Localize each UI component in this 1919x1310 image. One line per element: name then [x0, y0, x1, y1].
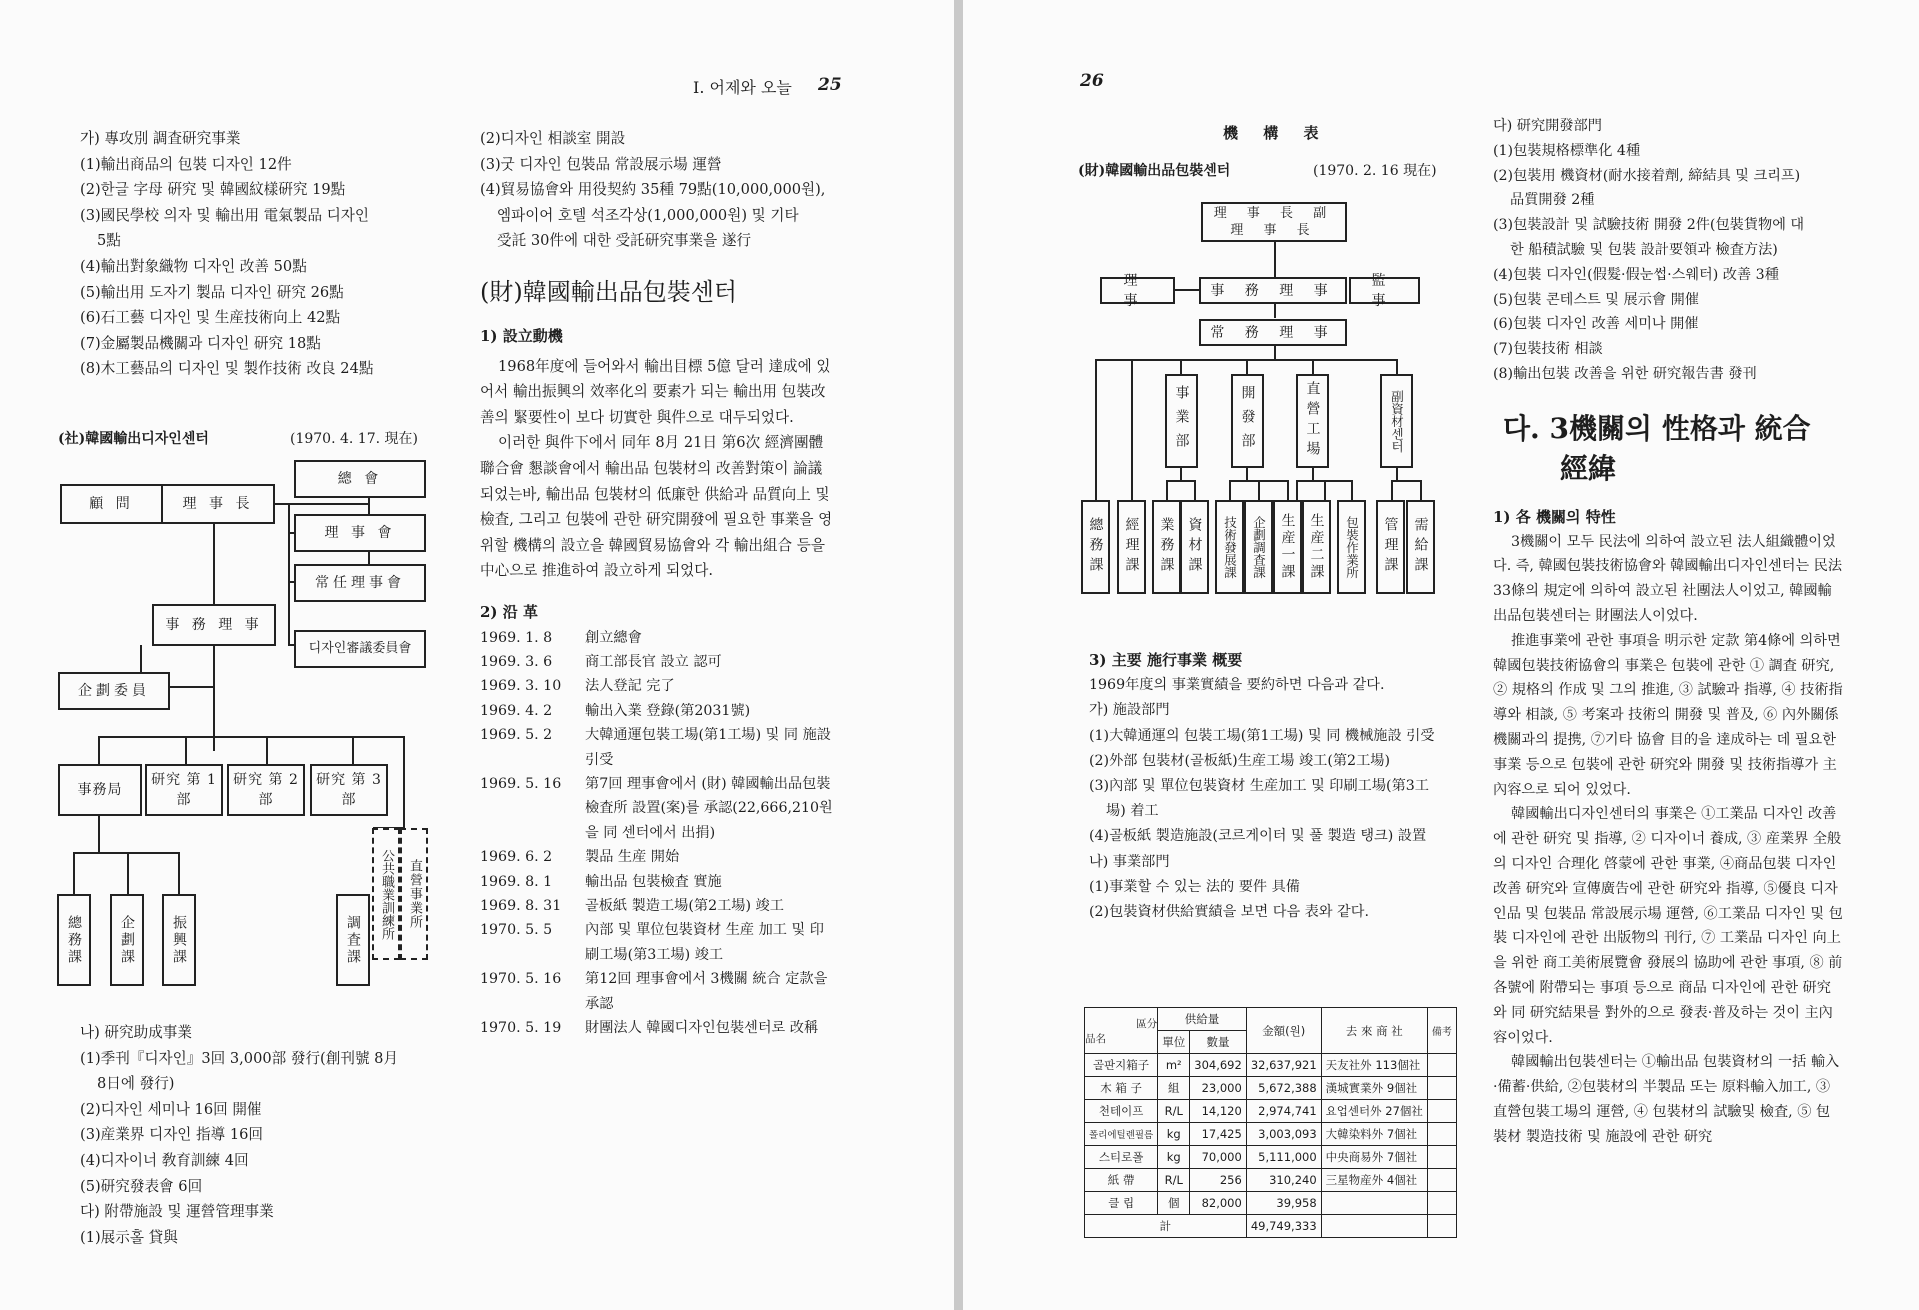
- table-row: 木 箱 子 組 23,000 5,672,388 漢城實業外 9個社: [1085, 1077, 1457, 1100]
- unit-box: 包裝作業所: [1337, 500, 1366, 594]
- list-item: 8日에 發行): [97, 1075, 175, 1093]
- box-research-3: 研究 第 3 部: [310, 764, 388, 816]
- chronology-row: 1969. 8. 1 輸出品 包裝檢査 實施: [480, 873, 722, 890]
- chronology-row: 1969. 3. 6 商工部長官 設立 認可: [480, 653, 722, 670]
- chronology-row: 1969. 5. 16 第7回 理事會에서 (財) 韓國輸出品包裝檢査所 設置(案)를 承認(22,666,210원을 同 센터에서 出捐): [480, 775, 833, 841]
- list-item: (1)輸出商品의 包裝 디자인 12件: [80, 155, 292, 173]
- chronology-row: 1970. 5. 16 第12回 理事會에서 3機關 統合 定款을 承認: [480, 971, 828, 1012]
- subsection-heading: 3) 主要 施行事業 概要: [1089, 651, 1243, 669]
- chronology-row: 1969. 3. 10 法人登記 完了: [480, 678, 675, 695]
- paragraph: 1969年度의 事業實績을 要約하면 다음과 같다.: [1089, 677, 1385, 694]
- heading-ga: 가) 施設部門: [1089, 702, 1170, 719]
- box-vocational-training: 公共職業訓練所: [372, 828, 400, 960]
- box-promotion-div: 振興課: [162, 894, 196, 986]
- table-row: 스티로폴 kg 70,000 5,111,000 中央商易外 7個社: [1085, 1146, 1457, 1169]
- list-item: 5點: [97, 232, 121, 250]
- list-item: (5)輸出用 도자기 製品 디자인 研究 26點: [80, 283, 344, 301]
- subsection-heading: 1) 各 機關의 特性: [1493, 507, 1616, 526]
- unit-box: 管理課: [1376, 500, 1405, 594]
- unit-box: 生産二課: [1302, 500, 1331, 594]
- list-item: (4)輸出對象織物 디자인 改善 50點: [80, 257, 307, 275]
- box-standing-director: 常 務 理 事: [1199, 319, 1347, 346]
- list-item: (3)包裝設計 및 試驗技術 開發 2件(包裝貨物에 대: [1493, 217, 1805, 234]
- table-header-row: [1085, 1008, 1457, 1031]
- section-title: 다. 3機關의 性格과 統合 經緯: [1503, 411, 1811, 485]
- list-item: (3)産業界 디자인 指導 16回: [80, 1126, 264, 1144]
- unit-box: 業務課: [1152, 500, 1181, 594]
- heading-da: 다) 附帶施設 및 運營管理事業: [80, 1203, 274, 1221]
- chronology-row: 1969. 4. 2 輸出入業 登錄(第2031號): [480, 702, 751, 719]
- subsection-heading: 1) 設立動機: [480, 326, 563, 345]
- heading-ga: 가) 專攻別 調査研究事業: [80, 130, 241, 147]
- list-item: (3)內部 및 單位包裝資材 生産加工 및 印刷工場(第3工場) 着工: [1089, 778, 1429, 820]
- table-row: 폴리에틸렌필름 kg 17,425 3,003,093 大韓染料外 7個社: [1085, 1123, 1457, 1146]
- table-row: 클 립 個 82,000 39,958: [1085, 1192, 1457, 1215]
- list-item: (1)展示홀 貸與: [80, 1228, 178, 1246]
- chronology-row: 1969. 8. 31 골板紙 製造工場(第2工場) 竣工: [480, 897, 784, 914]
- list-item: (2)한글 字母 硏究 및 韓國紋樣硏究 19點: [80, 181, 346, 199]
- list-item: (6)石工藝 디자인 및 生産技術向上 42點: [80, 309, 341, 327]
- chronology-row: 1970. 5. 19 財團法人 韓國디자인包裝센터로 改稱: [480, 1020, 819, 1036]
- org-chart-title: 機 構 表: [1223, 124, 1329, 142]
- box-advisor: 顧 問: [60, 484, 163, 524]
- list-item: (7)金屬製品機關과 디자인 研究 18點: [80, 334, 321, 352]
- header-client: 去 來 商 社: [1321, 1008, 1427, 1054]
- list-item: (2)包裝資材供給實績을 보면 다음 表와 같다.: [1089, 904, 1369, 921]
- box-research-1: 研究 第 1 部: [145, 764, 223, 816]
- box-design-council: 디자인審議委員會: [294, 630, 426, 668]
- box-exec-director: 事 務 理 事: [152, 604, 276, 646]
- header-supply: 供給量: [1158, 1008, 1247, 1031]
- table-row: 골판지箱子 m² 304,692 32,637,921 天友社外 113個社: [1085, 1054, 1457, 1077]
- list-item: (3)굿 디자인 包裝品 常設展示場 運營: [480, 155, 722, 173]
- list-item: (8)輸出包裝 改善을 위한 研究報告書 發刊: [1493, 365, 1757, 382]
- list-item: (1)季刊『디자인』3回 3,000部 發行(創刊號 8月: [80, 1049, 399, 1067]
- list-item: (2)디자인 相談室 開設: [480, 130, 626, 147]
- list-item: (4)包裝 디자인(假髮·假눈썹·스웨터) 改善 3種: [1493, 266, 1779, 283]
- org-chart-date: (1970. 4. 17. 現在): [290, 431, 418, 447]
- list-item: (5)包裝 콘테스트 및 展示會 開催: [1493, 291, 1699, 308]
- list-item: (4)골板紙 製造施設(코르게이터 및 풀 製造 탱크) 設置: [1089, 828, 1427, 845]
- box-exec-director: 事 務 理 事: [1199, 277, 1347, 304]
- left-col1-top: [80, 126, 460, 382]
- subsection-heading: 2) 沿 革: [480, 602, 538, 621]
- paragraph: 韓國輸出包裝센터는 ①輸出品 包裝資材의 一括 輸入·備蓄·供給, ②包裝材의 半製品 또는 原料輸入加工, ③直營包裝工場의 運營, ④ 包裝材의 試驗및 檢査, ⑤ 包裝材 製造技術 및 施設에 관한 研究: [1493, 1054, 1840, 1145]
- box-materials-center: 副資材센터: [1380, 374, 1413, 468]
- paragraph: 1968年度에 들어와서 輸出目標 5億 달러 達成에 있어서 輸出振興의 效率化의 要素가 되는 輸出用 包裝改善의 緊要性이 보다 切實한 與件으로 대두되었다.: [480, 357, 831, 426]
- list-item: (4)貿易協會와 用役契約 35種 79點(10,000,000원),: [480, 181, 826, 199]
- unit-box: 技術發展課: [1215, 500, 1244, 594]
- box-chairman: 理 事 長 副 理 事 長: [1201, 202, 1347, 242]
- chronology: [480, 626, 835, 1041]
- unit-box: 需給課: [1406, 500, 1435, 594]
- box-directors: 理 事: [1100, 277, 1175, 304]
- chronology-row: 1970. 5. 5 內部 및 單位包裝資材 生産 加工 및 印刷工場(第3工場) 竣工: [480, 922, 824, 963]
- chronology-row: 1969. 5. 2 大韓通運包裝工場(第1工場) 및 同 施設 引受: [480, 727, 831, 768]
- box-chairman: 理 事 長: [161, 484, 275, 524]
- paragraph: 3機關이 모두 民法에 의하여 設立된 法人組織體이었다. 즉, 韓國包裝技術協會와 韓國輸出디자인센터는 民法 33條의 規定에 의하여 設立된 社團法人이었고, 韓國輸出品包裝센터는 財團法人이었다.: [1493, 533, 1843, 624]
- chronology-row: 1969. 6. 2 製品 生産 開始: [480, 849, 680, 866]
- heading-da: 다) 研究開發部門: [1493, 118, 1602, 134]
- right-col2: [1493, 114, 1843, 1149]
- heading-na: 나) 研究助成事業: [80, 1024, 192, 1041]
- unit-box: 生産一課: [1273, 500, 1302, 594]
- unit-box: 資材課: [1180, 500, 1209, 594]
- list-item: (4)디자이너 敎育訓練 4回: [80, 1151, 249, 1169]
- supply-table: [1084, 1007, 1457, 1238]
- box-auditor: 監 事: [1349, 277, 1420, 304]
- paragraph: 推進事業에 관한 事項을 明示한 定款 第4條에 의하면 韓國包裝技術協會의 事業은 包裝에 관한 ① 調査 研究, ② 規格의 作成 및 그의 推進, ③ 試驗과 指導, ④ 技術指導와 相談, ⑤ 考案과 技術의 開發 및 普及, ⑥ 內外關係機關과의 提携, ⑦기타 協會 目的을 達成하는 데 필요한 事業 등으로 包裝에 관한 研究와 開發 및 技術指導가 主內容으로 되어 있었다.: [1493, 632, 1843, 798]
- box-factory: 直營工場: [1296, 374, 1329, 468]
- unit-box: 總務課: [1081, 500, 1110, 594]
- box-board: 理 事 會: [294, 514, 426, 552]
- right-page: [963, 0, 1919, 1310]
- page-number-left: 25: [818, 75, 842, 95]
- box-standing-board: 常任理事會: [294, 564, 426, 602]
- box-secretariat: 事務局: [58, 764, 142, 816]
- list-item: (1)事業할 수 있는 法的 要件 具備: [1089, 878, 1300, 895]
- table-row: 천테이프 R/L 14,120 2,974,741 요업센터外 27個社: [1085, 1100, 1457, 1123]
- box-planning: 企劃委員: [58, 672, 170, 710]
- page-gutter: [954, 0, 963, 1310]
- list-item: 한 船積試驗 및 包裝 設計要領과 檢査方法): [1510, 241, 1778, 258]
- list-item: (3)國民學校 의자 및 輸出用 電氣製品 디자인: [80, 206, 369, 224]
- list-item: (8)木工藝品의 디자인 및 製作技術 改良 24點: [80, 360, 374, 378]
- list-item: (5)研究發表會 6回: [80, 1177, 203, 1195]
- list-item: (1)包裝規格標準化 4種: [1493, 142, 1641, 159]
- header-quantity: 數量: [1190, 1031, 1247, 1054]
- list-item: 品質開發 2種: [1510, 192, 1595, 209]
- list-item: (6)包裝 디자인 改善 세미나 開催: [1493, 316, 1699, 333]
- left-page: [0, 0, 954, 1310]
- box-planning-div: 企劃課: [110, 894, 144, 986]
- box-research-div: 調査課: [336, 894, 370, 986]
- paragraph: 韓國輸出디자인센터의 事業은 ①工業品 디자인 改善에 관한 研究 및 指導, ② 디자이너 養成, ③ 産業界 全般의 디자인 合理化 啓蒙에 관한 事業, ④商品包裝 디자인 改善 研究와 宣傳廣告에 관한 研究와 指導, ⑤優良 디자인品 및 包裝品 常設展示場 運營, ⑥工業品 디자인 및 包裝 디자인에 관한 出版物의 刊行, ⑦ 工業品 디자인 向上을 위한 商工美術展覽會 發展의 協助에 관한 事項, ⑧ 前 各號에 附帶되는 事項 등으로 商品 디자인에 관한 研究와 同 研究結果를 對外的으로 發表·普及하는 것이 主內容이었다.: [1493, 806, 1843, 1046]
- box-direct-office: 直營事業所: [400, 828, 428, 960]
- chronology-row: 1969. 1. 8 創立總會: [480, 629, 642, 646]
- heading-na: 나) 事業部門: [1089, 853, 1170, 870]
- unit-box: 企劃調査課: [1244, 500, 1273, 594]
- org-chart-title: (社)韓國輸出디자인센터: [58, 431, 209, 447]
- right-col1: [1089, 648, 1439, 925]
- list-item: (2)包裝用 機資材(耐水接着劑, 締結具 및 크리프): [1493, 167, 1801, 184]
- left-col1-bottom: [80, 1020, 460, 1250]
- list-item: 엠파이어 호텔 석조각상(1,000,000원) 및 기타: [497, 206, 799, 224]
- org-chart-subtitle: (財)韓國輸出品包裝센터: [1078, 163, 1231, 179]
- paragraph: 이러한 與件下에서 同年 8月 21日 第6次 經濟團體聯合會 懇談會에서 輸出品 包裝材의 改善對策이 論議되었는바, 輸出品 包裝材의 低廉한 供給과 品質向上 및 檢査, 그리고 包裝에 관한 研究開發에 필요한 事業을 영위할 機構의 設立을 韓國貿易協會와 각 輸出組合 등을 中心으로 推進하여 設立하게 되었다.: [480, 434, 833, 580]
- unit-box: 經理課: [1117, 500, 1146, 594]
- list-item: 受託 30件에 대한 受託研究事業을 遂行: [497, 232, 752, 250]
- left-col2: [480, 126, 835, 1040]
- header-note: 備考: [1427, 1008, 1456, 1054]
- header-unit: 單位: [1158, 1031, 1190, 1054]
- box-dev-dept: 開發部: [1231, 374, 1264, 468]
- box-general-meeting: 總 會: [294, 460, 426, 498]
- list-item: (7)包裝技術 相談: [1493, 341, 1603, 358]
- header-category-item: 區分 品名: [1085, 1008, 1158, 1054]
- list-item: (2)外部 包裝材(골板紙)生産工場 竣工(第2工場): [1089, 752, 1390, 769]
- section-title: (財)韓國輸出品包裝센터: [480, 277, 738, 306]
- org-chart-date: (1970. 2. 16 現在): [1313, 163, 1437, 179]
- running-head: Ⅰ. 어제와 오늘: [693, 78, 792, 97]
- header-amount: 金額(원): [1246, 1008, 1321, 1054]
- table-row: 紙 帶 R/L 256 310,240 三星物産外 4個社: [1085, 1169, 1457, 1192]
- box-general-affairs: 總務課: [57, 894, 91, 986]
- box-research-2: 研究 第 2 部: [227, 764, 305, 816]
- list-item: (2)디자인 세미나 16回 開催: [80, 1100, 262, 1118]
- list-item: (1)大韓通運의 包裝工場(第1工場) 및 同 機械施設 引受: [1089, 727, 1435, 744]
- page-number-right: 26: [1080, 71, 1104, 91]
- table-total-row: 計 49,749,333: [1085, 1215, 1457, 1238]
- box-business-dept: 事業部: [1165, 374, 1198, 468]
